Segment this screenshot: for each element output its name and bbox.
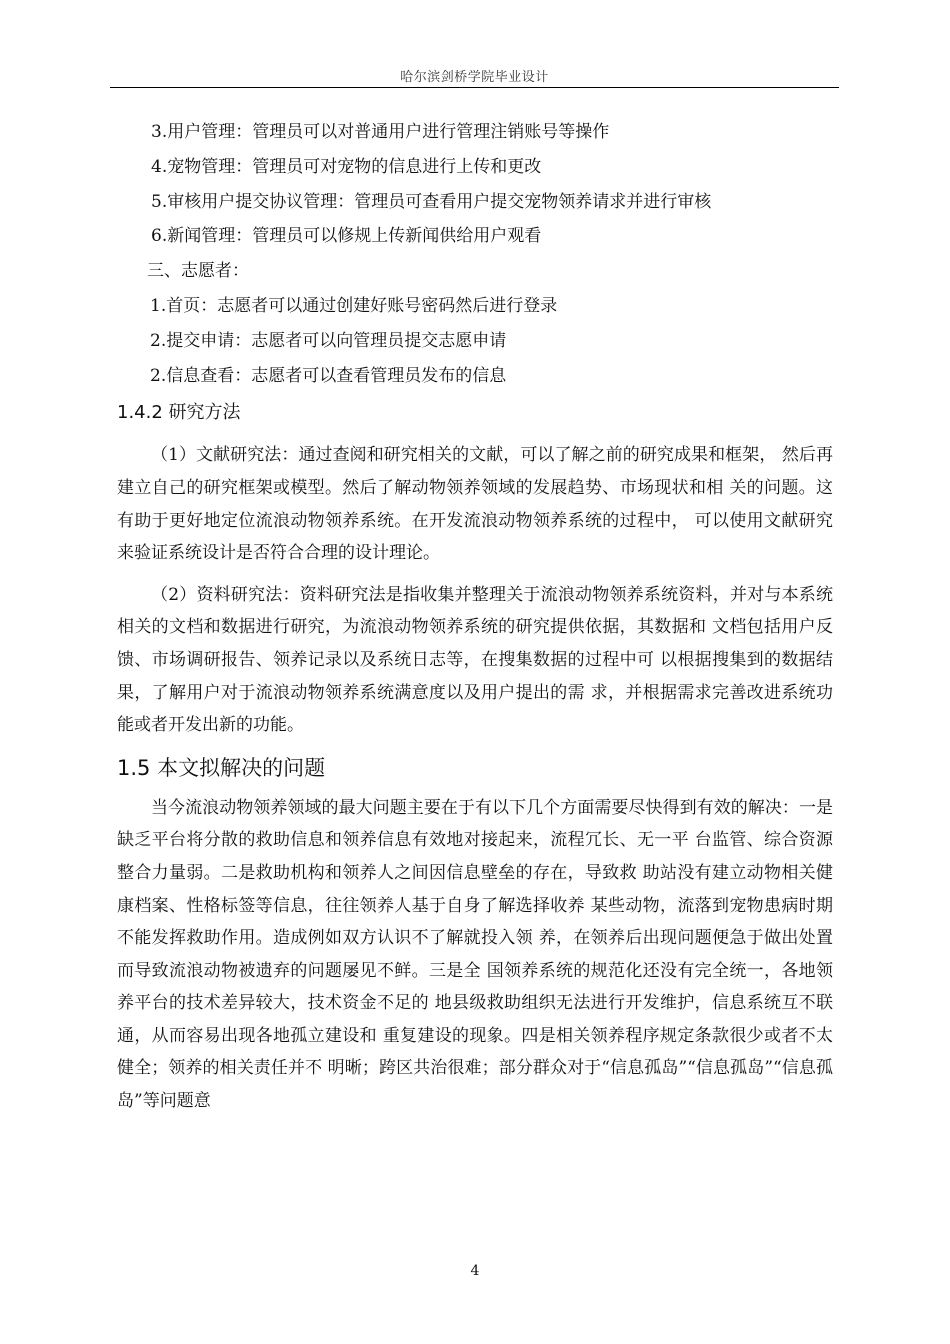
section-heading-research-methods: 1.4.2 研究方法 (117, 402, 241, 424)
admin-item-pet-management: 4.宠物管理：管理员可对宠物的信息进行上传和更改 (151, 156, 542, 177)
section-heading-problems: 1.5 本文拟解决的问题 (117, 755, 326, 780)
volunteer-item-info-view: 2.信息查看：志愿者可以查看管理员发布的信息 (150, 365, 507, 386)
paragraph-literature-research: （1）文献研究法：通过查阅和研究相关的文献，可以了解之前的研究成果和框架， 然后再建立自己的研究框架或模型。然后了解动物领养领域的发展趋势、市场现状和相 关的问题。这有助于更好地定位流浪动物领养系统。在开发流浪动物领养系统的过程中， 可以使用文献研究来验证系统设计是否符合合理的设计理论。 (117, 445, 833, 564)
page-content (117, 115, 833, 1127)
admin-item-agreement-review: 5.审核用户提交协议管理：管理员可查看用户提交宠物领养请求并进行审核 (151, 191, 712, 212)
header-rule (110, 87, 839, 88)
admin-item-news-management: 6.新闻管理：管理员可以修规上传新闻供给用户观看 (151, 226, 542, 247)
volunteer-item-submit-application: 2.提交申请：志愿者可以向管理员提交志愿申请 (150, 330, 507, 351)
volunteer-item-home: 1.首页：志愿者可以通过创建好账号密码然后进行登录 (150, 295, 558, 316)
volunteer-section-title: 三、志愿者： (147, 261, 249, 282)
page-number: 4 (470, 1263, 480, 1279)
paragraph-data-research: （2）资料研究法：资料研究法是指收集并整理关于流浪动物领养系统资料，并对与本系统相关的文档和数据进行研究，为流浪动物领养系统的研究提供依据，其数据和 文档包括用户反馈、市场调研报告、领养记录以及系统日志等，在搜集数据的过程中可 以根据搜集到的数据结果，了解用户对于流浪动物领养系统满意度以及用户提出的需 求，并根据需求完善改进系统功能或者开发出新的功能。 (117, 584, 833, 736)
paragraph-problems: 当今流浪动物领养领域的最大问题主要在于有以下几个方面需要尽快得到有效的解决：一是缺乏平台将分散的救助信息和领养信息有效地对接起来，流程冗长、无一平 台监管、综合资源整合力量弱。二是救助机构和领养人之间因信息壁垒的存在，导致救 助站没有建立动物相关健康档案、性格标签等信息，往往领养人基于自身了解选择收养 某些动物，流落到宠物患病时期不能发挥救助作用。造成例如双方认识不了解就投入领 养，在领养后出现问题便急于做出处置而导致流浪动物被遗弃的问题屡见不鲜。三是全 国领养系统的规范化还没有完全统一，各地领养平台的技术差异较大，技术资金不足的 地县级救助组织无法进行开发维护，信息系统互不联通，从而容易出现各地孤立建设和 重复建设的现象。四是相关领养程序规定条款很少或者不太健全；领养的相关责任并不 明晰；跨区共治很难；部分群众对于“信息孤岛”“信息孤岛”“信息孤岛”等问题意 (117, 797, 833, 1112)
admin-item-user-management: 3.用户管理：管理员可以对普通用户进行管理注销账号等操作 (151, 122, 610, 142)
page-header: 哈尔滨剑桥学院毕业设计 (400, 70, 549, 85)
